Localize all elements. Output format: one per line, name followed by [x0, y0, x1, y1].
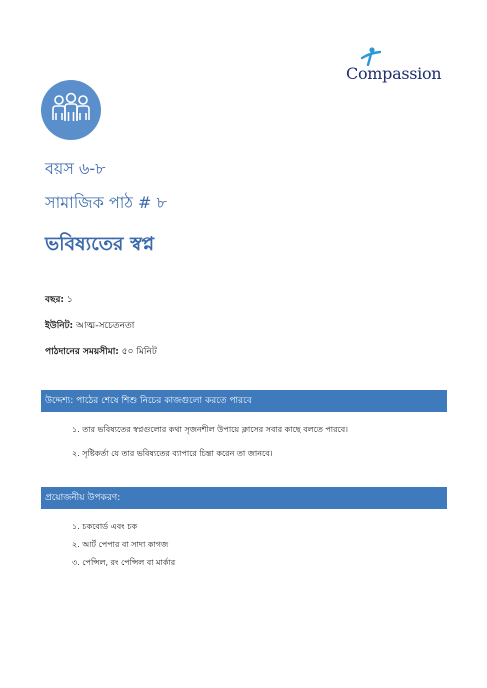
- year-value: ১: [66, 295, 73, 305]
- meta-unit: [45, 318, 134, 333]
- material-item: ১. চকবোর্ড এবং চক: [72, 522, 138, 531]
- age-range: বয়স ৬-৮: [45, 159, 106, 178]
- duration-value: ৫০ মিনিট: [121, 347, 157, 357]
- material-item: ৩. পেন্সিল, রং পেন্সিল বা মার্কার: [72, 558, 176, 567]
- page-title: ভবিষ্যতের স্বপ্ন: [45, 233, 155, 255]
- duration-label: পাঠদানের সময়সীমা:: [45, 347, 119, 357]
- meta-year: [45, 292, 73, 307]
- year-label: বছর:: [45, 295, 65, 305]
- objective-item: ১. তার ভবিষ্যতের স্বপ্নগুলোর কথা সৃজনশীল উপায়ে ক্লাসের সবার কাছে বলতে পারবে।: [72, 425, 349, 434]
- objective-item: ২. সৃষ্টিকর্তা যে তার ভবিষ্যতের ব্যাপারে চিন্তা করেন তা জানবে।: [72, 449, 273, 458]
- unit-label: ইউনিট:: [45, 321, 74, 331]
- materials-heading: প্রয়োজনীয় উপকরণ:: [41, 487, 447, 509]
- lesson-number: সামাজিক পাঠ # ৮: [45, 193, 167, 212]
- unit-value: আত্ম-সচেতনতা: [76, 321, 135, 331]
- logo-text: Compassion: [346, 64, 442, 83]
- children-group-icon: [41, 80, 101, 140]
- objectives-heading: উদ্দেশ্য: পাঠের শেষে শিশু নিচের কাজগুলো করতে পারবে: [41, 390, 447, 412]
- compassion-logo: [346, 46, 446, 86]
- meta-duration: [45, 344, 157, 359]
- compassion-figure-icon: [358, 46, 384, 66]
- material-item: ২. আর্ট পেপার বা সাদা কাগজ: [72, 540, 169, 549]
